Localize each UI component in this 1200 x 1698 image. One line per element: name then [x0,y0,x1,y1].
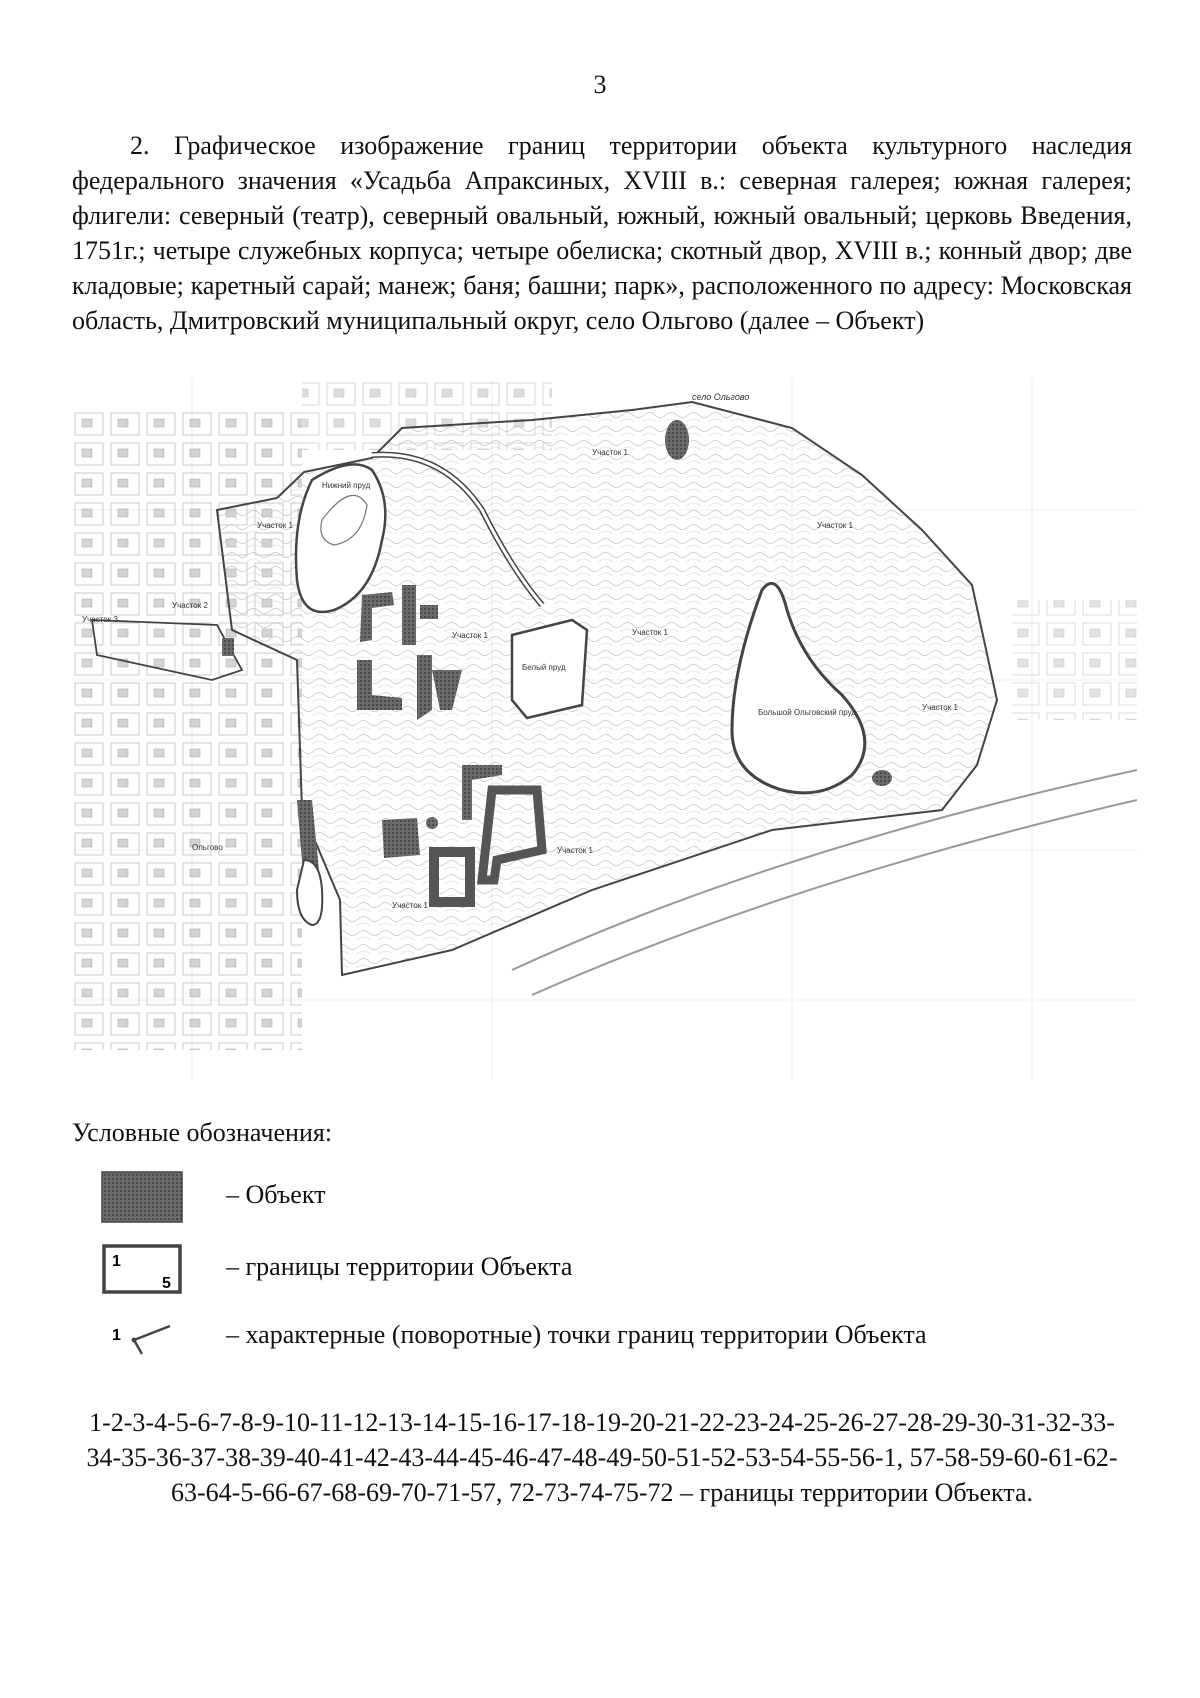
area-label: Участок 2 [172,601,208,610]
boundary-points-list: 1-2-3-4-5-6-7-8-9-10-11-12-13-14-15-16-17-18-19-20-21-22-23-24-25-26-27-28-29-30-31-32-33-34-35-36-37-38-39-40-41-42-43-44-45-46-47-48-49-50-51-52-53-54-55-56-1, 57-58-59-60-61-62-63-64-5-66-67-68-69-70-71-57, 72-73-74-75-72 – границы территории Объекта. [86,1408,1118,1507]
pond-label: Белый пруд [522,663,566,672]
area-label: Участок 1 [632,628,668,637]
area-label: Участок 1 [817,521,853,530]
legend-text-object: – Объект [226,1180,326,1209]
object-pond-north [665,420,689,460]
area-label: Участок 1 [257,521,293,530]
area-label: Участок 1 [922,703,958,712]
turning-point-icon [100,1310,184,1364]
area-label: Участок 1 [557,846,593,855]
pond-south-west [297,860,322,925]
pond-label: Большой Ольговский пруд [758,708,856,717]
pond-label: Нижний пруд [322,481,371,490]
area-label: Участок 1 [392,901,428,910]
area-label: Участок 1 [592,448,628,457]
legend-item-boundary [100,1242,1100,1302]
boundary-digit-left: 1 [112,1253,121,1270]
legend-text-turning-point: – характерные (поворотные) точки границ территории Объекта [226,1320,927,1349]
area-label: Участок 1 [452,631,488,640]
village-plots-east [1012,600,1137,720]
page-number: 3 [593,70,607,99]
village-label: село Ольгово [692,392,750,402]
document-heading: 2. Графическое изображение границ территории объекта культурного наследия федерального значения «Усадьба Апраксиных, XVIII в.: северная галерея; южная галерея; флигели: северный (театр), северный овальный, южный, южный овальный; церковь Введения, 1751г.; четыре служебных корпуса; четыре обелиска; скотный двор, XVIII в.; конный двор; две кладовые; каретный сарай; манеж; баня; башни; парк», расположенного по адресу: Московская область, Дмитровский муниципальный округ, село Ольгово (далее – Объект) [72,131,1132,335]
legend-item-turning-point [100,1310,1100,1370]
object-fill-swatch [100,1170,184,1224]
boundary-box-icon [100,1242,184,1296]
street-label: Ольгово [192,843,223,852]
legend-title: Условные обозначения: [72,1118,333,1147]
turning-point-digit: 1 [112,1327,121,1344]
legend-text-boundary: – границы территории Объекта [226,1252,573,1281]
territory-map [72,380,1137,1080]
area-label: Участок 3 [82,615,118,624]
legend-item-object [100,1170,1100,1230]
boundary-digit-right: 5 [162,1275,171,1292]
